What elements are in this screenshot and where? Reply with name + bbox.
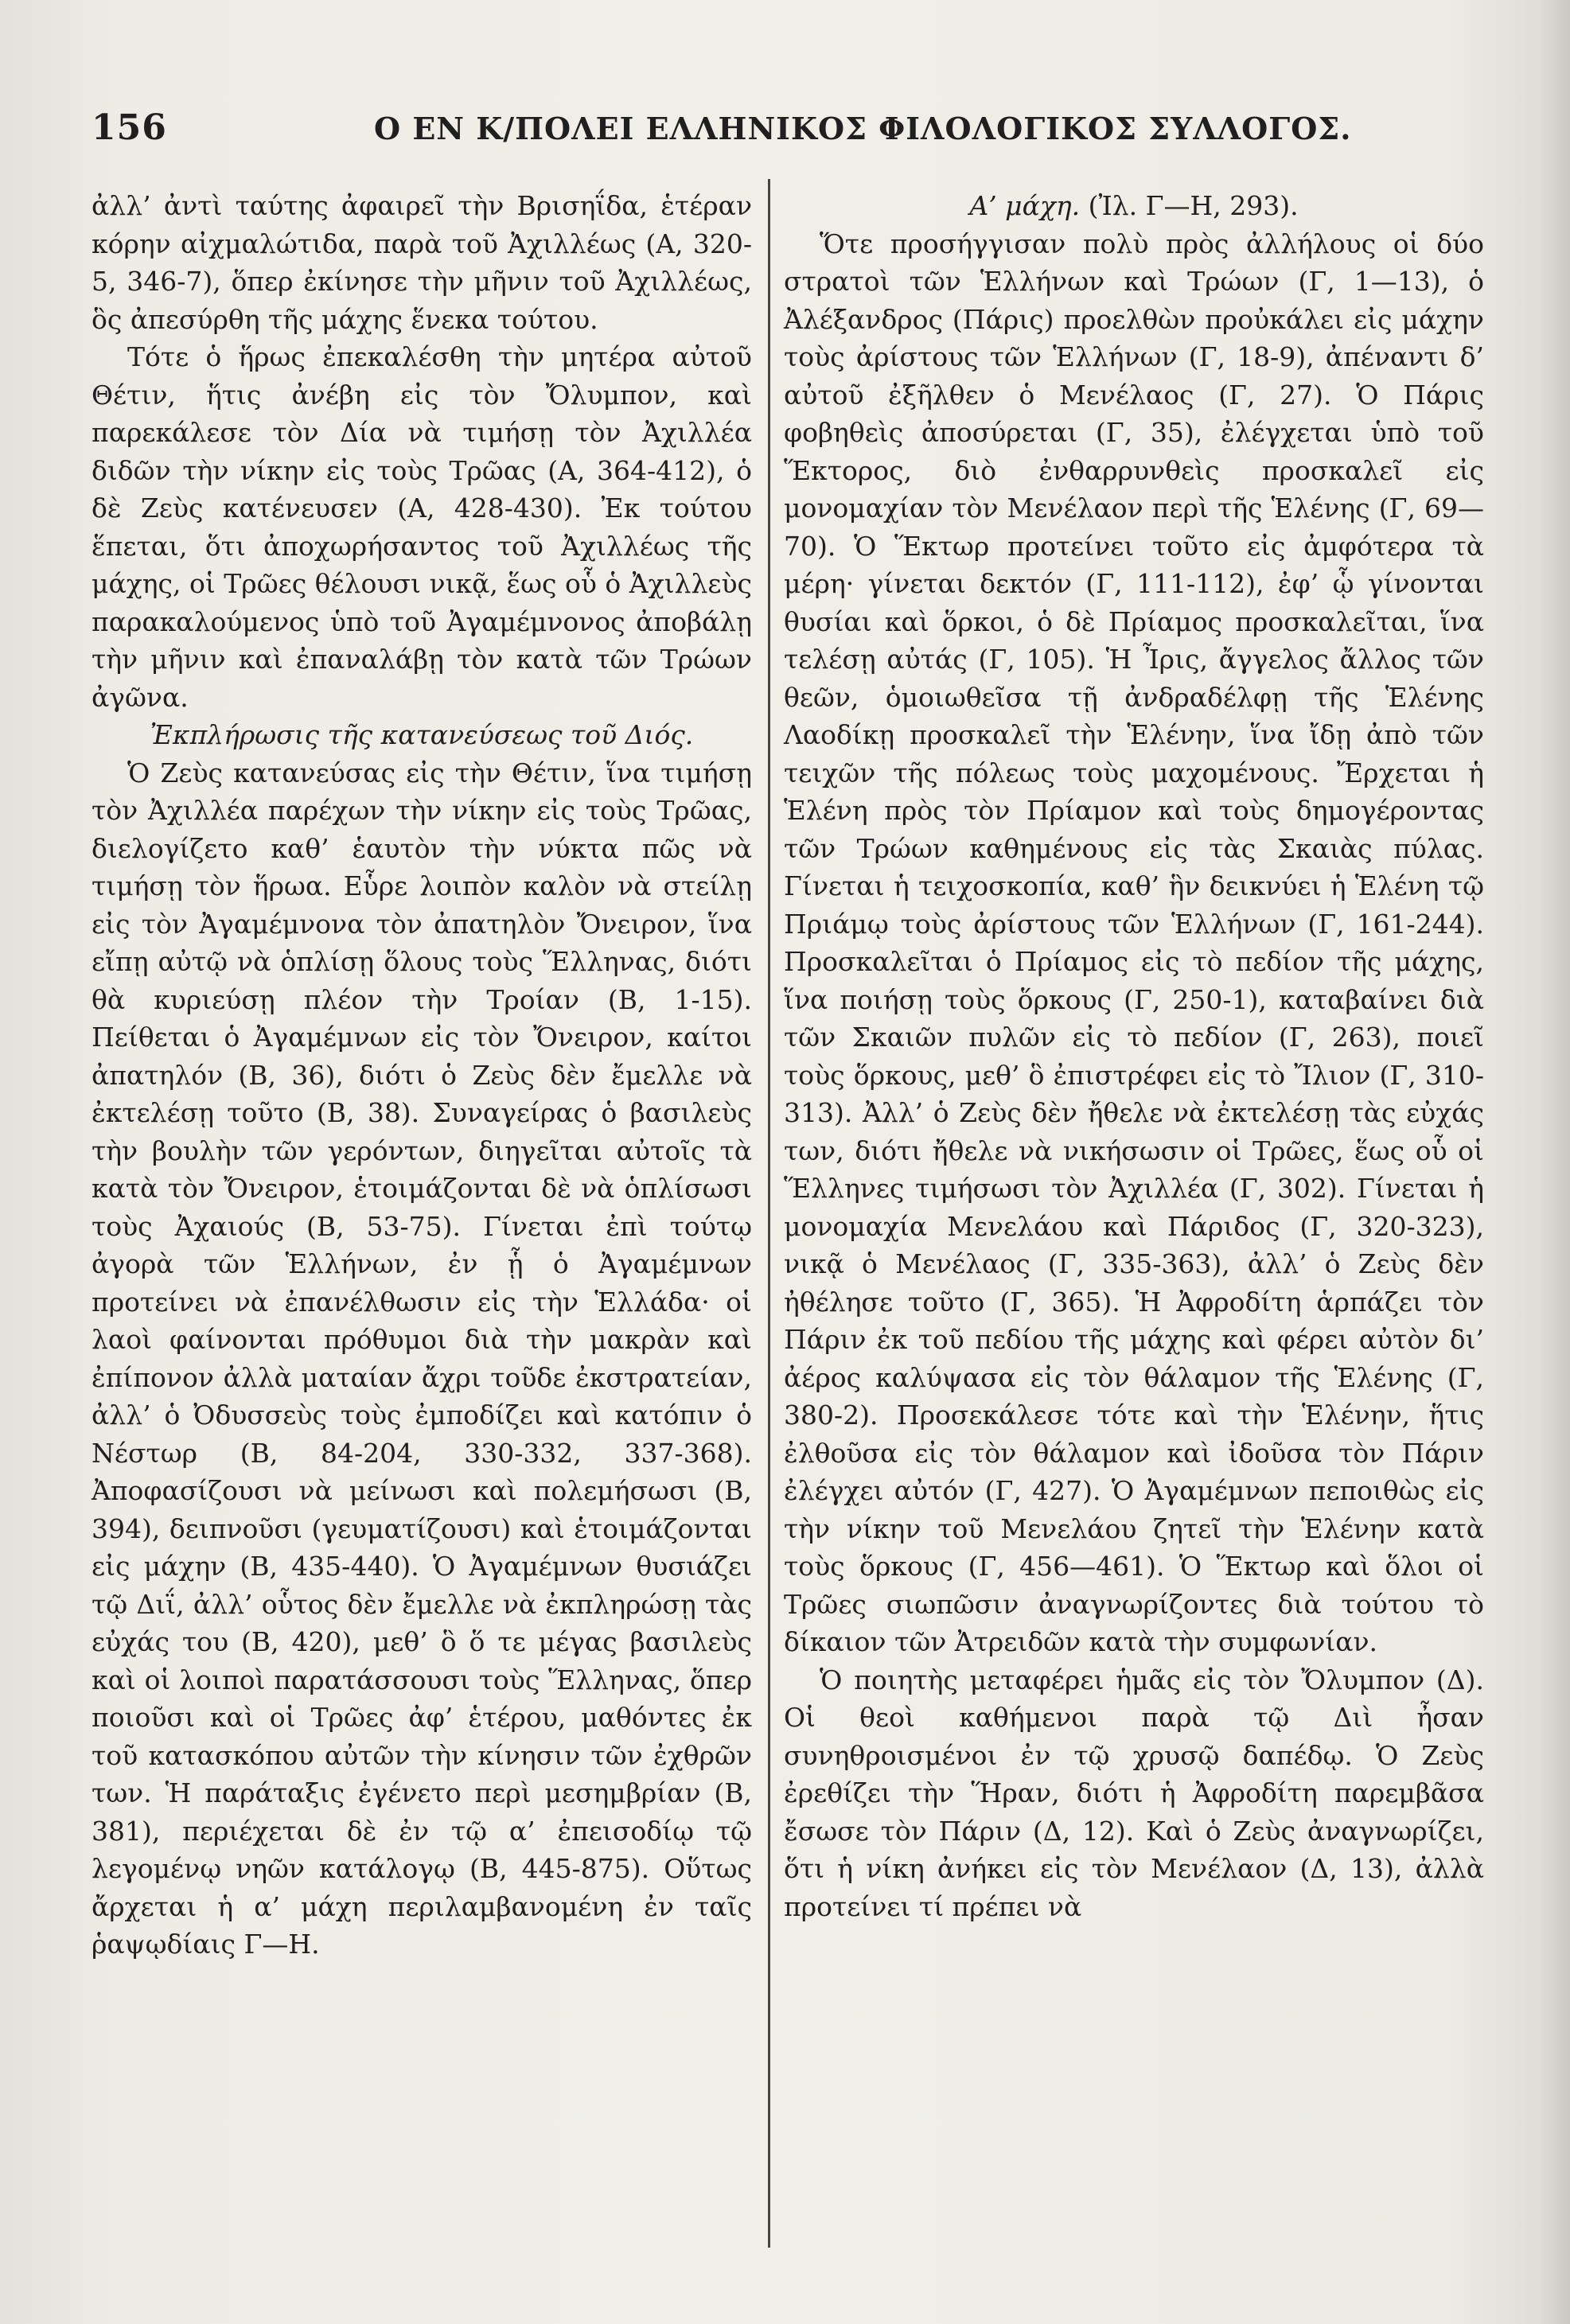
right-column	[784, 187, 1484, 1925]
left-paragraph-2: Τότε ὁ ἥρως ἐπεκαλέσθη τὴν μητέρα αὐτοῦ Θέτιν, ἥτις ἀνέβη εἰς τὸν Ὄλυμπον, καὶ παρεκάλεσε τὸν Δία νὰ τιμήσῃ τὸν Ἀχιλλέα διδῶν τὴν νίκην εἰς τοὺς Τρῶας (Α, 364-412), ὁ δὲ Ζεὺς κατένευσεν (Α, 428-430). Ἐκ τούτου ἕπεται, ὅτι ἀποχωρήσαντος τοῦ Ἀχιλλέως τῆς μάχης, οἱ Τρῶες θέλουσι νικᾷ, ἕως οὗ ὁ Ἀχιλλεὺς παρακαλούμενος ὑπὸ τοῦ Ἀγαμέμνονος ἀποβάλῃ τὴν μῆνιν καὶ ἐπαναλάβῃ τὸν κατὰ τῶν Τρώων ἀγῶνα.	[92, 341, 752, 713]
right-paragraph-2: Ὁ ποιητὴς μεταφέρει ἡμᾶς εἰς τὸν Ὄλυμπον (Δ). Οἱ θεοὶ καθήμενοι παρὰ τῷ Διὶ ἦσαν συνηθροισμένοι ἐν τῷ χρυσῷ δαπέδῳ. Ὁ Ζεὺς ἐρεθίζει τὴν Ἥραν, διότι ἡ Ἀφροδίτη παρεμβᾶσα ἔσωσε τὸν Πάριν (Δ, 12). Καὶ ὁ Ζεὺς ἀναγνωρίζει, ὅτι ἡ νίκη ἀνήκει εἰς τὸν Μενέλαον (Δ, 13), ἀλλὰ προτείνει τί πρέπει νὰ	[784, 1664, 1484, 1922]
battle-heading	[784, 187, 1484, 225]
page-header	[92, 107, 1352, 155]
column-divider	[768, 179, 770, 2248]
left-column	[92, 187, 752, 1964]
page-edge-shadow	[1538, 0, 1570, 2324]
left-paragraph-1: ἀλλ’ ἀντὶ ταύτης ἀφαιρεῖ τὴν Βρισηΐδα, ἑτέραν κόρην αἰχμαλώτιδα, παρὰ τοῦ Ἀχιλλέως (Α, 320-5, 346-7), ὅπερ ἐκίνησε τὴν μῆνιν τοῦ Ἀχιλλέως, ὃς ἀπεσύρθη τῆς μάχης ἕνεκα τούτου.	[92, 190, 752, 335]
running-title: Ο ΕΝ Κ/ΠΟΛΕΙ ΕΛΛΗΝΙΚΟΣ ΦΙΛΟΛΟΓΙΚΟΣ ΣΥΛΛΟΓΟΣ.	[374, 111, 1352, 146]
battle-heading-reference: (Ἰλ. Γ—Η, 293).	[1080, 190, 1299, 221]
right-paragraph-1: Ὅτε προσήγγισαν πολὺ πρὸς ἀλλήλους οἱ δύο στρατοὶ τῶν Ἑλλήνων καὶ Τρώων (Γ, 1—13), ὁ Ἀλέξανδρος (Πάρις) προελθὼν προὐκάλει εἰς μάχην τοὺς ἀρίστους τῶν Ἑλλήνων (Γ, 18-9), ἀπέναντι δ’ αὐτοῦ ἐξῆλθεν ὁ Μενέλαος (Γ, 27). Ὁ Πάρις φοβηθεὶς ἀποσύρεται (Γ, 35), ἐλέγχεται ὑπὸ τοῦ Ἕκτορος, διὸ ἐνθαρρυνθεὶς προσκαλεῖ εἰς μονομαχίαν τὸν Μενέλαον περὶ τῆς Ἑλένης (Γ, 69—70). Ὁ Ἕκτωρ προτείνει τοῦτο εἰς ἀμφότερα τὰ μέρη· γίνεται δεκτόν (Γ, 111-112), ἐφ’ ᾧ γίνονται θυσίαι καὶ ὅρκοι, ὁ δὲ Πρίαμος προσκαλεῖται, ἵνα τελέσῃ αὐτάς (Γ, 105). Ἡ Ἶρις, ἄγγελος ἄλλος τῶν θεῶν, ὁμοιωθεῖσα τῇ ἀνδραδέλφῃ τῆς Ἑλένης Λαοδίκῃ προσκαλεῖ τὴν Ἑλένην, ἵνα ἴδῃ ἀπὸ τῶν τειχῶν τῆς πόλεως τοὺς μαχομένους. Ἔρχεται ἡ Ἑλένη πρὸς τὸν Πρίαμον καὶ τοὺς δημογέροντας τῶν Τρώων καθημένους εἰς τὰς Σκαιὰς πύλας. Γίνεται ἡ τειχοσκοπία, καθ’ ἣν δεικνύει ἡ Ἑλένη τῷ Πριάμῳ τοὺς ἀρίστους τῶν Ἑλλήνων (Γ, 161-244). Προσκαλεῖται ὁ Πρίαμος εἰς τὸ πεδίον τῆς μάχης, ἵνα ποιήσῃ τοὺς ὅρκους (Γ, 250-1), καταβαίνει διὰ τῶν Σκαιῶν πυλῶν εἰς τὸ πεδίον (Γ, 263), ποιεῖ τοὺς ὅρκους, μεθ’ ὃ ἐπιστρέφει εἰς τὸ Ἴλιον (Γ, 310-313). Ἀλλ’ ὁ Ζεὺς δὲν ἤθελε νὰ ἐκτελέσῃ τὰς εὐχάς των, διότι ἤθελε νὰ νικήσωσιν οἱ Τρῶες, ἕως οὗ οἱ Ἕλληνες τιμήσωσι τὸν Ἀχιλλέα (Γ, 302). Γίνεται ἡ μονομαχία Μενελάου καὶ Πάριδος (Γ, 320-323), νικᾷ ὁ Μενέλαος (Γ, 335-363), ἀλλ’ ὁ Ζεὺς δὲν ἠθέλησε τοῦτο (Γ, 365). Ἡ Ἀφροδίτη ἁρπάζει τὸν Πάριν ἐκ τοῦ πεδίου τῆς μάχης καὶ φέρει αὐτὸν δι’ ἀέρος καλύψασα εἰς τὸν θάλαμον τῆς Ἑλένης (Γ, 380-2). Προσεκάλεσε τότε καὶ τὴν Ἑλένην, ἥτις ἐλθοῦσα εἰς τὸν θάλαμον καὶ ἰδοῦσα τὸν Πάριν ἐλέγχει αὐτόν (Γ, 427). Ὁ Ἀγαμέμνων πεποιθὼς εἰς τὴν νίκην τοῦ Μενελάου ζητεῖ τὴν Ἑλένην κατὰ τοὺς ὅρκους (Γ, 456—461). Ὁ Ἕκτωρ καὶ ὅλοι οἱ Τρῶες σιωπῶσιν ἀναγνωρίζοντες διὰ τούτου τὸ δίκαιον τῶν Ἀτρειδῶν κατὰ τὴν συμφωνίαν.	[784, 228, 1484, 1657]
page-number: 156	[92, 107, 167, 148]
section-heading: Ἐκπλήρωσις τῆς κατανεύσεως τοῦ Διός.	[150, 719, 694, 750]
battle-heading-title: Α’ μάχη.	[969, 190, 1081, 221]
left-paragraph-3: Ὁ Ζεὺς κατανεύσας εἰς τὴν Θέτιν, ἵνα τιμήσῃ τὸν Ἀχιλλέα παρέχων τὴν νίκην εἰς τοὺς Τρῶας, διελογίζετο καθ’ ἑαυτὸν τὴν νύκτα πῶς νὰ τιμήσῃ τὸν ἥρωα. Εὗρε λοιπὸν καλὸν νὰ στείλῃ εἰς τὸν Ἀγαμέμνονα τὸν ἀπατηλὸν Ὄνειρον, ἵνα εἴπῃ αὐτῷ νὰ ὁπλίσῃ ὅλους τοὺς Ἕλληνας, διότι θὰ κυριεύσῃ πλέον τὴν Τροίαν (Β, 1-15). Πείθεται ὁ Ἀγαμέμνων εἰς τὸν Ὄνειρον, καίτοι ἀπατηλόν (Β, 36), διότι ὁ Ζεὺς δὲν ἔμελλε νὰ ἐκτελέσῃ τοῦτο (Β, 38). Συναγείρας ὁ βασιλεὺς τὴν βουλὴν τῶν γερόντων, διηγεῖται αὐτοῖς τὰ κατὰ τὸν Ὄνειρον, ἑτοιμάζονται δὲ νὰ ὁπλίσωσι τοὺς Ἀχαιούς (Β, 53-75). Γίνεται ἐπὶ τούτῳ ἀγορὰ τῶν Ἑλλήνων, ἐν ᾗ ὁ Ἀγαμέμνων προτείνει νὰ ἐπανέλθωσιν εἰς τὴν Ἑλλάδα· οἱ λαοὶ φαίνονται πρόθυμοι διὰ τὴν μακρὰν καὶ ἐπίπονον ἀλλὰ ματαίαν ἄχρι τοῦδε ἐκστρατείαν, ἀλλ’ ὁ Ὀδυσσεὺς τοὺς ἐμποδίζει καὶ κατόπιν ὁ Νέστωρ (Β, 84-204, 330-332, 337-368). Ἀποφασίζουσι νὰ μείνωσι καὶ πολεμήσωσι (Β, 394), δειπνοῦσι (γευματίζουσι) καὶ ἑτοιμάζονται εἰς μάχην (Β, 435-440). Ὁ Ἀγαμέμνων θυσιάζει τῷ Διΐ, ἀλλ’ οὗτος δὲν ἔμελλε νὰ ἐκπληρώσῃ τὰς εὐχάς του (Β, 420), μεθ’ ὃ ὅ τε μέγας βασιλεὺς καὶ οἱ λοιποὶ παρατάσσουσι τοὺς Ἕλληνας, ὅπερ ποιοῦσι καὶ οἱ Τρῶες ἀφ’ ἑτέρου, μαθόντες ἐκ τοῦ κατασκόπου αὐτῶν τὴν κίνησιν τῶν ἐχθρῶν των. Ἡ παράταξις ἐγένετο περὶ μεσημβρίαν (Β, 381), περιέχεται δὲ ἐν τῷ α’ ἐπεισοδίῳ τῷ λεγομένῳ νηῶν κατάλογῳ (Β, 445-875). Οὕτως ἄρχεται ἡ α’ μάχη περιλαμβανομένη ἐν ταῖς ῥαψῳδίαις Γ—Η.	[92, 757, 752, 1960]
